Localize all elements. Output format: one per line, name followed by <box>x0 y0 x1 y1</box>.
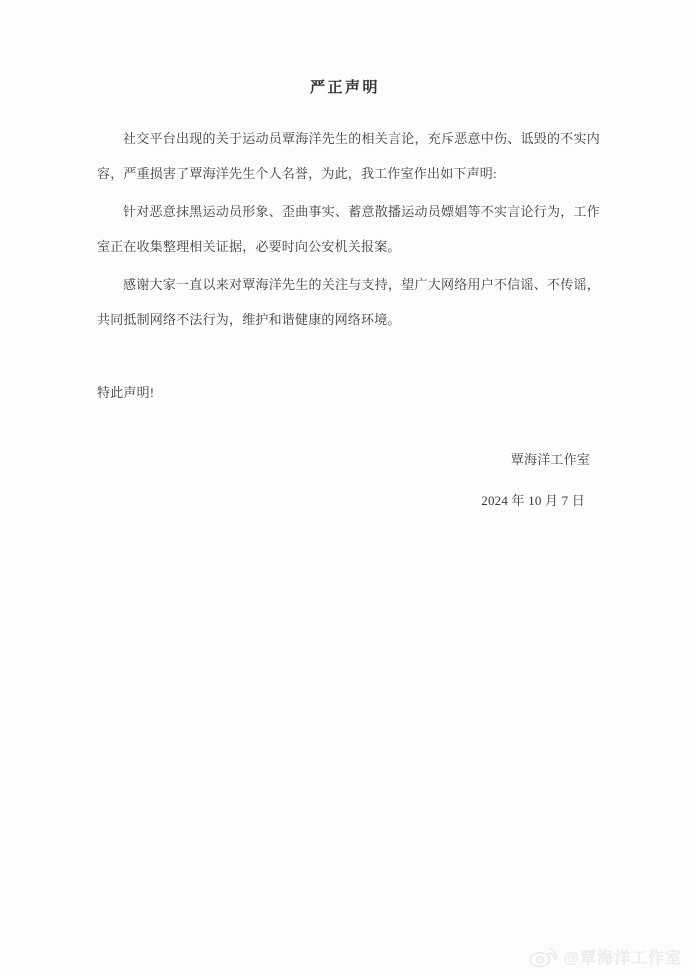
statement-date: 2024 年 10 月 7 日 <box>481 493 585 508</box>
statement-paragraph-3: 感谢大家一直以来对覃海洋先生的关注与支持，望广大网络用户不信谣、不传谣，共同抵制网络不法行为，维护和谐健康的网络环境。 <box>97 277 600 327</box>
statement-title: 严正声明 <box>309 80 380 96</box>
statement-paragraph-1: 社交平台出现的关于运动员覃海洋先生的相关言论，充斥恶意中伤、诋毁的不实内容，严重损害了覃海洋先生个人名誉，为此，我工作室作出如下声明: <box>97 131 600 181</box>
watermark-text: @覃海洋工作室 <box>563 949 682 967</box>
statement-body <box>97 121 600 518</box>
weibo-icon <box>528 944 558 968</box>
statement-paragraph-2: 针对恶意抹黑运动员形象、歪曲事实、蓄意散播运动员嫖娼等不实言论行为，工作室正在收集整理相关证据，必要时向公安机关报案。 <box>97 204 600 254</box>
statement-closing: 特此声明! <box>97 385 155 400</box>
signature: 覃海洋工作室 <box>510 452 590 467</box>
weibo-watermark <box>528 944 682 968</box>
